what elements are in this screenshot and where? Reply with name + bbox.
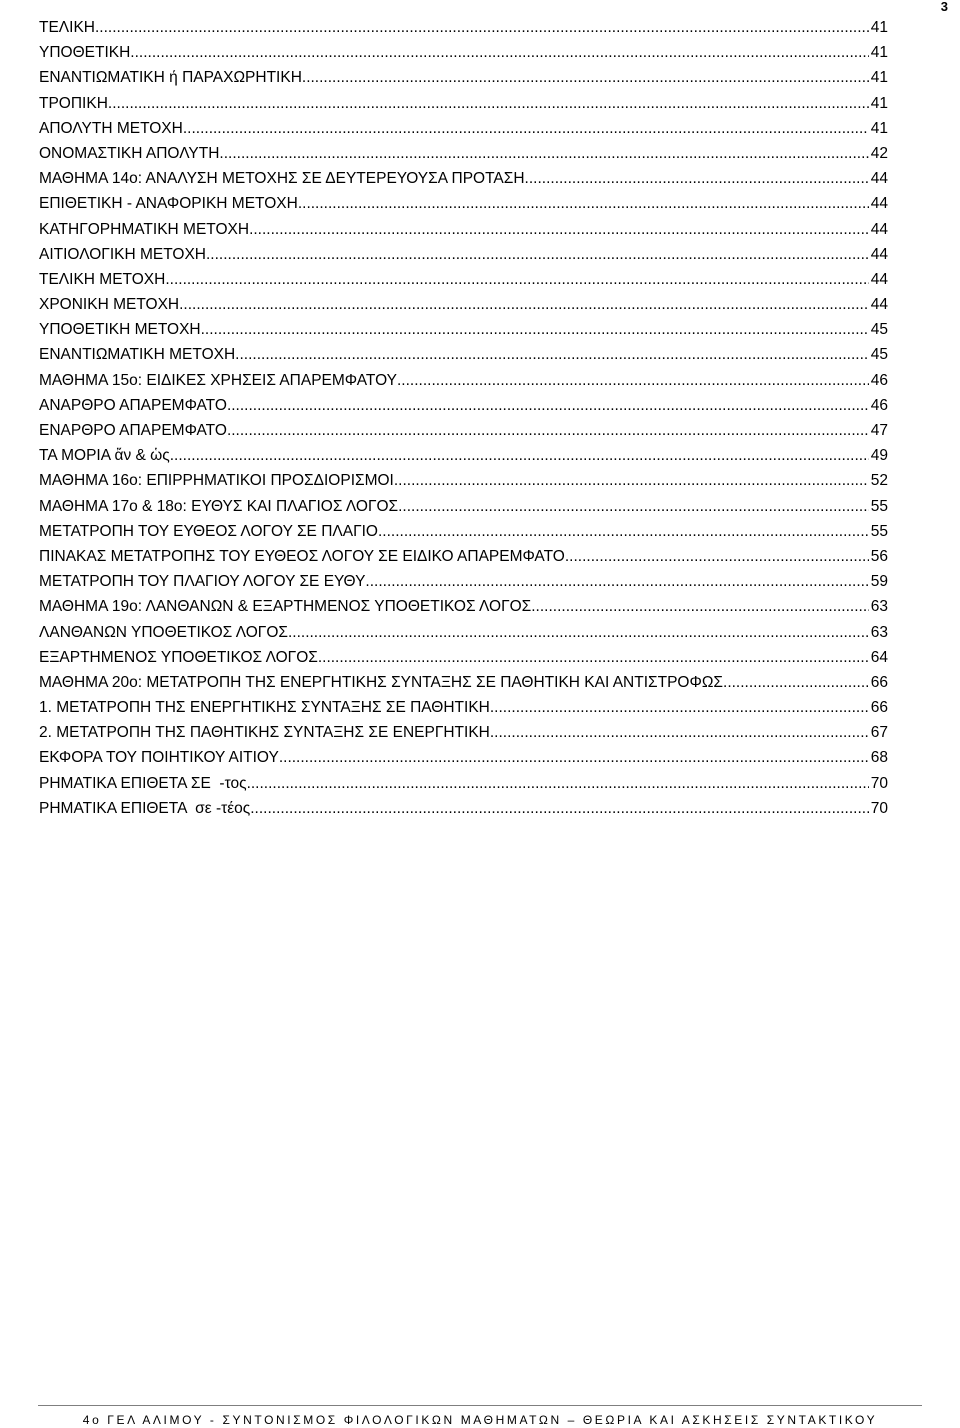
toc-leader-dots — [249, 217, 869, 242]
toc-leader-dots — [227, 418, 869, 443]
toc-entry-title: ΚΑΤΗΓΟΡΗΜΑΤΙΚΗ ΜΕΤΟΧΗ — [39, 220, 250, 238]
toc-entry[interactable] — [39, 292, 888, 317]
toc-entry-page: 46 — [870, 371, 888, 389]
toc-leader-dots — [250, 796, 869, 821]
toc-entry-title: ΡΗΜΑΤΙΚΑ ΕΠΙΘΕΤΑ σε -τέος — [39, 799, 251, 817]
toc-leader-dots — [288, 620, 869, 645]
toc-entry-page: 52 — [870, 472, 888, 490]
toc-leader-dots — [723, 670, 869, 695]
toc-entry-page: 46 — [870, 396, 888, 414]
toc-leader-dots — [490, 695, 869, 720]
toc-entry-page: 59 — [870, 573, 888, 591]
toc-leader-dots — [397, 368, 869, 393]
toc-entry-title: ΛΑΝΘΑΝΩΝ ΥΠΟΘΕΤΙΚΟΣ ΛΟΓΟΣ — [39, 623, 288, 641]
page-number: 3 — [940, 0, 948, 14]
toc-entry-page: 70 — [870, 774, 888, 792]
toc-entry[interactable] — [39, 116, 888, 141]
page-footer — [0, 1405, 960, 1427]
toc-entry[interactable] — [39, 544, 888, 569]
footer-text: 4ο ΓΕΛ ΑΛΙΜΟΥ - ΣΥΝΤΟΝΙΣΜΟΣ ΦΙΛΟΛΟΓΙΚΩΝ ΜΑΘΗΜΑΤΩΝ – ΘΕΩΡΙΑ ΚΑΙ ΑΣΚΗΣΕΙΣ ΣΥΝΤΑΚΤΙΚΟΥ — [82, 1413, 878, 1427]
toc-entry-page: 45 — [870, 321, 888, 339]
toc-entry-page: 41 — [870, 119, 888, 137]
toc-entry-title: 2. ΜΕΤΑΤΡΟΠΗ ΤΗΣ ΠΑΘΗΤΙΚΗΣ ΣΥΝΤΑΞΗΣ ΣΕ ΕΝΕΡΓΗΤΙΚΗ — [39, 724, 490, 742]
toc-entry-title: ΕΝΑΝΤΙΩΜΑΤΙΚΗ ή ΠΑΡΑΧΩΡΗΤΙΚΗ — [39, 69, 302, 87]
toc-entry[interactable] — [39, 670, 888, 695]
toc-entry-page: 44 — [870, 270, 888, 288]
toc-entry[interactable] — [39, 217, 888, 242]
toc-entry-title: ΑΠΟΛΥΤΗ ΜΕΤΟΧΗ — [39, 119, 183, 137]
toc-entry-page: 44 — [870, 195, 888, 213]
toc-leader-dots — [298, 191, 869, 216]
toc-leader-dots — [206, 242, 869, 267]
toc-leader-dots — [531, 594, 869, 619]
toc-entry[interactable] — [39, 317, 888, 342]
toc-entry-page: 41 — [870, 19, 888, 36]
toc-entry[interactable] — [39, 65, 888, 90]
toc-entry-page: 41 — [870, 94, 888, 112]
toc-entry-page: 64 — [870, 648, 888, 666]
toc-leader-dots — [525, 166, 869, 191]
toc-entry-title: ΥΠΟΘΕΤΙΚΗ ΜΕΤΟΧΗ — [39, 321, 201, 339]
toc-entry-title: ΠΙΝΑΚΑΣ ΜΕΤΑΤΡΟΠΗΣ ΤΟΥ ΕΥΘΕΟΣ ΛΟΓΟΥ ΣΕ ΕΙΔΙΚΟ ΑΠΑΡΕΜΦΑΤΟ — [39, 547, 565, 565]
toc-entry[interactable] — [39, 15, 888, 40]
toc-entry-page: 42 — [870, 144, 888, 162]
toc-entry[interactable] — [39, 191, 888, 216]
toc-leader-dots — [279, 745, 869, 770]
toc-entry-title: ΕΝΑΝΤΙΩΜΑΤΙΚΗ ΜΕΤΟΧΗ — [39, 346, 236, 364]
toc-entry-page: 70 — [870, 799, 888, 817]
toc-entry-page: 41 — [870, 69, 888, 87]
toc-entry-title: ΜΑΘΗΜΑ 20ο: ΜΕΤΑΤΡΟΠΗ ΤΗΣ ΕΝΕΡΓΗΤΙΚΗΣ ΣΥΝΤΑΞΗΣ ΣΕ ΠΑΘΗΤΙΚΗ ΚΑΙ ΑΝΤΙΣΤΡΟΦΩΣ — [39, 673, 724, 691]
toc-entry-title: ΤΑ ΜΟΡΙΑ ἄν & ὡς — [39, 447, 170, 465]
toc-leader-dots — [378, 519, 869, 544]
toc-entry[interactable] — [39, 91, 888, 116]
toc-entry-page: 68 — [870, 749, 888, 767]
toc-entry[interactable] — [39, 443, 888, 468]
toc-entry-page: 44 — [870, 245, 888, 263]
toc-entry-title: ΑΝΑΡΘΡΟ ΑΠΑΡΕΜΦΑΤΟ — [39, 396, 227, 414]
toc-entry-page: 47 — [870, 422, 888, 439]
toc-leader-dots — [490, 720, 869, 745]
toc-entry-title: ΤΕΛΙΚΗ ΜΕΤΟΧΗ — [39, 270, 166, 288]
toc-entry-title: ΜΑΘΗΜΑ 15ο: ΕΙΔΙΚΕΣ ΧΡΗΣΕΙΣ ΑΠΑΡΕΜΦΑΤΟΥ — [39, 371, 397, 389]
toc-entry-title: ΕΚΦΟΡΑ ΤΟΥ ΠΟΙΗΤΙΚΟΥ ΑΙΤΙΟΥ — [39, 749, 279, 767]
toc-entry-page: 66 — [870, 673, 888, 691]
toc-entry-page: 45 — [870, 346, 888, 364]
toc-entry-title: ΜΑΘΗΜΑ 19ο: ΛΑΝΘΑΝΩΝ & ΕΞΑΡΤΗΜΕΝΟΣ ΥΠΟΘΕΤΙΚΟΣ ΛΟΓΟΣ — [39, 598, 532, 616]
toc-entry-page: 63 — [870, 598, 888, 616]
toc-entry-title: ΑΙΤΙΟΛΟΓΙΚΗ ΜΕΤΟΧΗ — [39, 245, 206, 263]
toc-entry[interactable] — [39, 519, 888, 544]
toc-entry-title: ΧΡΟΝΙΚΗ ΜΕΤΟΧΗ — [39, 296, 180, 314]
toc-entry[interactable] — [39, 494, 888, 519]
toc-entry-page: 66 — [870, 699, 888, 717]
toc-entry-page: 44 — [870, 170, 888, 188]
toc-entry[interactable] — [39, 645, 888, 670]
toc-leader-dots — [165, 267, 868, 292]
toc-leader-dots — [219, 141, 868, 166]
toc-entry-title: ΤΡΟΠΙΚΗ — [39, 94, 108, 112]
toc-leader-dots — [201, 317, 869, 342]
toc-entry-title: ΕΞΑΡΤΗΜΕΝΟΣ ΥΠΟΘΕΤΙΚΟΣ ΛΟΓΟΣ — [39, 648, 318, 666]
toc-entry[interactable] — [39, 368, 888, 393]
toc-leader-dots — [318, 645, 869, 670]
toc-leader-dots — [179, 292, 869, 317]
toc-entry-page: 44 — [870, 220, 888, 238]
toc-leader-dots — [108, 91, 869, 116]
toc-entry[interactable] — [39, 342, 888, 367]
toc-leader-dots — [227, 393, 869, 418]
toc-entry[interactable] — [39, 267, 888, 292]
toc-leader-dots — [247, 771, 869, 796]
toc-leader-dots — [170, 443, 869, 468]
toc-entry-page: 44 — [870, 296, 888, 314]
toc-entry[interactable] — [39, 796, 888, 821]
toc-entry-page: 63 — [870, 623, 888, 641]
toc-leader-dots — [130, 40, 868, 65]
toc-entry[interactable] — [39, 720, 888, 745]
toc-entry-title: ΜΑΘΗΜΑ 14ο: ΑΝΑΛΥΣΗ ΜΕΤΟΧΗΣ ΣΕ ΔΕΥΤΕΡΕΥΟΥΣΑ ΠΡΟΤΑΣΗ — [39, 170, 525, 188]
toc-entry-page: 55 — [870, 522, 888, 540]
toc-leader-dots — [394, 468, 869, 493]
toc-entry[interactable] — [39, 166, 888, 191]
toc-entry-title: ΕΝΑΡΘΡΟ ΑΠΑΡΕΜΦΑΤΟ — [39, 422, 227, 439]
toc-entry-page: 41 — [870, 44, 888, 62]
toc-entry-page: 49 — [870, 447, 888, 465]
toc-entry-title: ΥΠΟΘΕΤΙΚΗ — [39, 44, 131, 62]
toc-entry[interactable] — [39, 418, 888, 443]
toc-entry[interactable] — [39, 393, 888, 418]
toc-leader-dots — [365, 569, 868, 594]
toc-entry[interactable] — [39, 695, 888, 720]
toc-entry[interactable] — [39, 771, 888, 796]
table-of-contents — [39, 15, 888, 821]
toc-entry-page: 55 — [870, 497, 888, 515]
toc-entry[interactable] — [39, 569, 888, 594]
toc-entry[interactable] — [39, 594, 888, 619]
toc-entry-page: 67 — [870, 724, 888, 742]
toc-entry-title: ΜΕΤΑΤΡΟΠΗ ΤΟΥ ΠΛΑΓΙΟΥ ΛΟΓΟΥ ΣΕ ΕΥΘΥ — [39, 573, 366, 591]
toc-entry[interactable] — [39, 242, 888, 267]
toc-leader-dots — [398, 494, 869, 519]
toc-entry-title: ΜΕΤΑΤΡΟΠΗ ΤΟΥ ΕΥΘΕΟΣ ΛΟΓΟΥ ΣΕ ΠΛΑΓΙΟ — [39, 522, 378, 540]
toc-entry-page: 56 — [870, 547, 888, 565]
toc-leader-dots — [235, 342, 869, 367]
toc-entry-title: ΟΝΟΜΑΣΤΙΚΗ ΑΠΟΛΥΤΗ — [39, 144, 220, 162]
toc-leader-dots — [302, 65, 869, 90]
toc-entry-title: 1. ΜΕΤΑΤΡΟΠΗ ΤΗΣ ΕΝΕΡΓΗΤΙΚΗΣ ΣΥΝΤΑΞΗΣ ΣΕ ΠΑΘΗΤΙΚΗ — [39, 699, 490, 717]
toc-entry[interactable] — [39, 468, 888, 493]
toc-entry-title: ΕΠΙΘΕΤΙΚΗ - ΑΝΑΦΟΡΙΚΗ ΜΕΤΟΧΗ — [39, 195, 298, 213]
toc-leader-dots — [565, 544, 869, 569]
toc-entry-title: ΜΑΘΗΜΑ 16ο: ΕΠΙΡΡΗΜΑΤΙΚΟΙ ΠΡΟΣΔΙΟΡΙΣΜΟΙ — [39, 472, 394, 490]
toc-leader-dots — [95, 15, 869, 40]
toc-leader-dots — [183, 116, 869, 141]
toc-entry[interactable] — [39, 141, 888, 166]
toc-entry[interactable] — [39, 620, 888, 645]
footer-rule — [38, 1405, 922, 1406]
toc-entry[interactable] — [39, 40, 888, 65]
toc-entry[interactable] — [39, 745, 888, 770]
toc-entry-title: ΜΑΘΗΜΑ 17ο & 18ο: ΕΥΘΥΣ ΚΑΙ ΠΛΑΓΙΟΣ ΛΟΓΟΣ — [39, 497, 399, 515]
toc-entry-title: ΡΗΜΑΤΙΚΑ ΕΠΙΘΕΤΑ ΣΕ -τος — [39, 774, 247, 792]
toc-entry-title: ΤΕΛΙΚΗ — [39, 19, 95, 36]
